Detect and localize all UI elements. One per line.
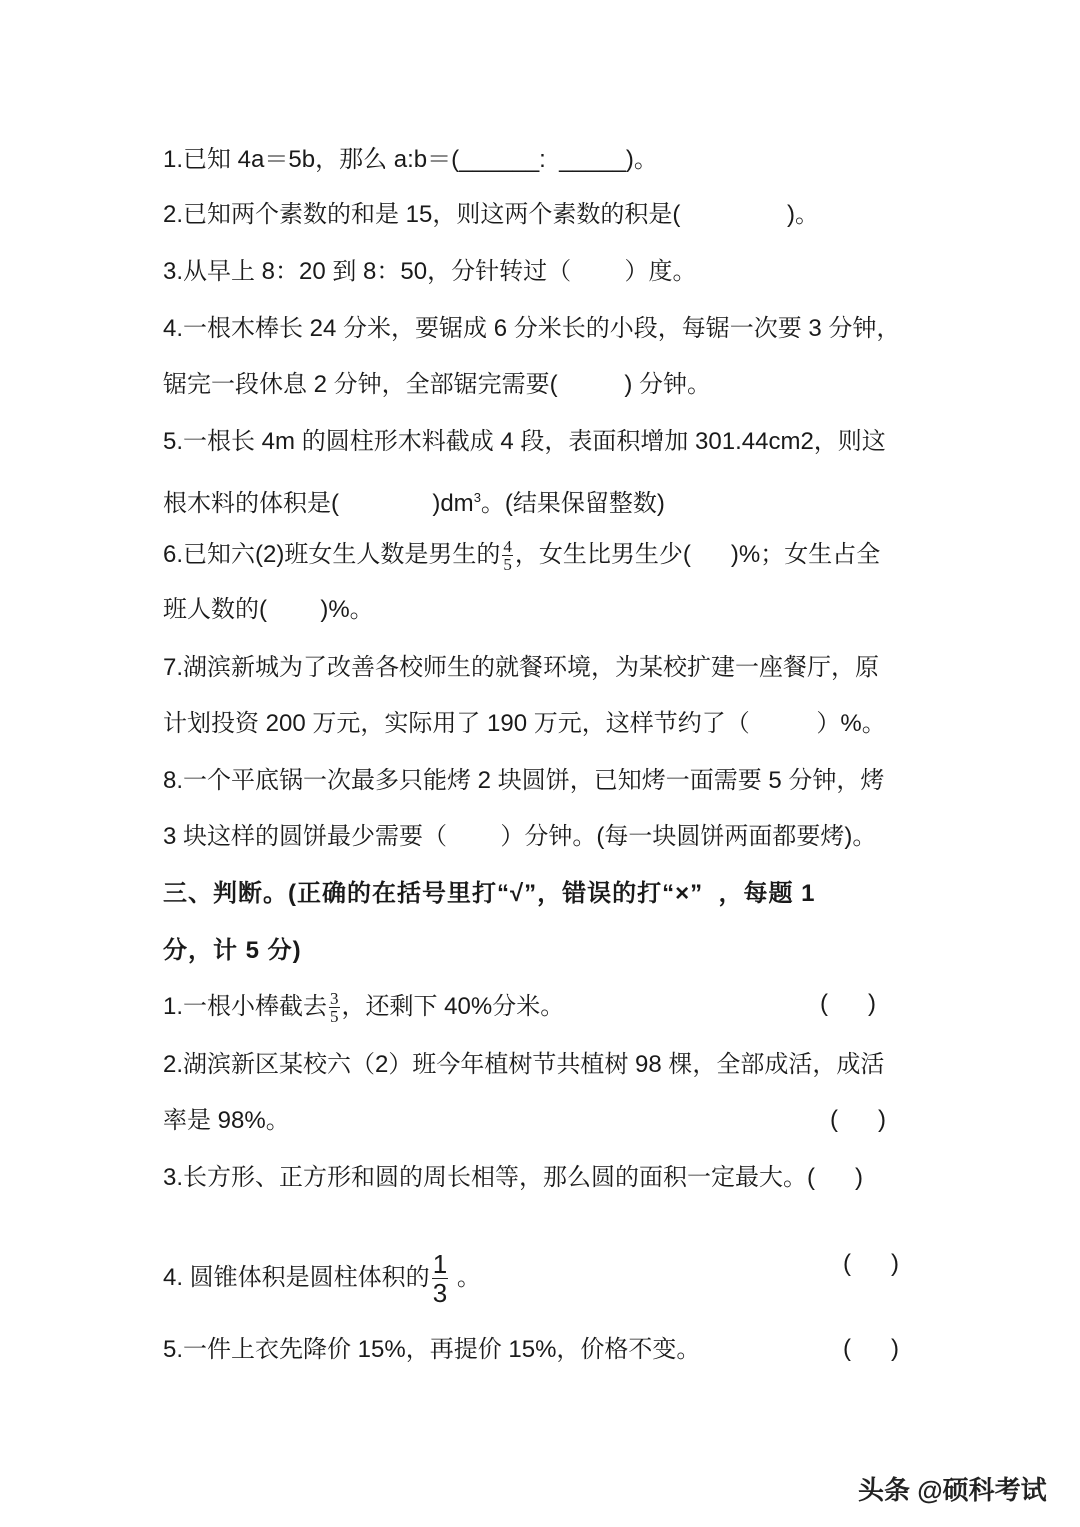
q6-line2: 班人数的( )%。 xyxy=(163,596,374,623)
q6-text: 6.已知六(2)班女生人数是男生的 xyxy=(163,540,501,568)
q6-text-end: ，女生比男生少( )%；女生占全 xyxy=(514,540,881,568)
q6-line1 xyxy=(163,538,880,573)
judge-q5: 5.一件上衣先降价 15%，再提价 15%，价格不变。 xyxy=(163,1336,701,1363)
judge-q4-text: 4. 圆锥体积是圆柱体积的 xyxy=(163,1263,430,1291)
numerator: 1 xyxy=(432,1249,448,1279)
numerator: 3 xyxy=(330,989,339,1008)
section-heading: 三、判断。(正确的在括号里打“√”，错误的打“×” ，每题 1 xyxy=(163,880,816,907)
denominator: 3 xyxy=(432,1278,448,1308)
q4-line1: 4.一根木棒长 24 分米，要锯成 6 分米长的小段，每锯一次要 3 分钟， xyxy=(163,315,901,342)
denominator: 5 xyxy=(503,555,512,574)
watermark: 头条 @硕科考试 xyxy=(858,1475,1047,1505)
q5-text-end: 。(结果保留整数) xyxy=(480,490,665,517)
q1-line: 1.已知 4a＝5b，那么 a:b＝(______: _____)。 xyxy=(163,146,658,173)
answer-paren-1: ( ) xyxy=(820,990,876,1017)
q8-line2: 3 块这样的圆饼最少需要（ ）分钟。(每一块圆饼两面都要烤)。 xyxy=(163,823,877,850)
q3-line: 3.从早上 8：20 到 8：50，分针转过（ ）度。 xyxy=(163,258,697,285)
judge-q4 xyxy=(163,1250,481,1307)
fraction xyxy=(432,1250,448,1307)
q5-text: 根木料的体积是( )dm xyxy=(163,490,474,517)
answer-paren-5: ( ) xyxy=(843,1335,899,1362)
superscript: 3 xyxy=(473,490,481,505)
judge-q2-line2: 率是 98%。 xyxy=(163,1107,290,1134)
q5-line2 xyxy=(163,483,665,519)
fraction xyxy=(329,990,340,1025)
judge-q1-text: 1.一根小棒截去 xyxy=(163,992,328,1020)
q7-line1: 7.湖滨新城为了改善各校师生的就餐环境，为某校扩建一座餐厅，原 xyxy=(163,654,880,681)
q4-line2: 锯完一段休息 2 分钟，全部锯完需要( ) 分钟。 xyxy=(163,371,712,398)
q8-line1: 8.一个平底锅一次最多只能烤 2 块圆饼，已知烤一面需要 5 分钟，烤 xyxy=(163,767,885,794)
fraction xyxy=(502,538,513,573)
judge-q3: 3.长方形、正方形和圆的周长相等，那么圆的面积一定最大。( ) xyxy=(163,1164,864,1191)
q2-line: 2.已知两个素数的和是 15，则这两个素数的积是( )。 xyxy=(163,201,820,228)
section-heading-cont: 分，计 5 分) xyxy=(163,937,302,964)
denominator: 5 xyxy=(330,1007,339,1026)
answer-paren-4: ( ) xyxy=(843,1250,899,1277)
judge-q1 xyxy=(163,990,564,1025)
answer-paren-2: ( ) xyxy=(830,1106,886,1133)
judge-q2-line1: 2.湖滨新区某校六（2）班今年植树节共植树 98 棵，全部成活，成活 xyxy=(163,1051,885,1078)
judge-q1-text-end: ，还剩下 40%分米。 xyxy=(341,992,565,1020)
judge-q4-text-end: 。 xyxy=(450,1263,481,1291)
q7-line2: 计划投资 200 万元，实际用了 190 万元，这样节约了（ ）%。 xyxy=(163,710,886,737)
q5-line1: 5.一根长 4m 的圆柱形木料截成 4 段，表面积增加 301.44cm2，则这 xyxy=(163,428,886,455)
numerator: 4 xyxy=(503,537,512,556)
